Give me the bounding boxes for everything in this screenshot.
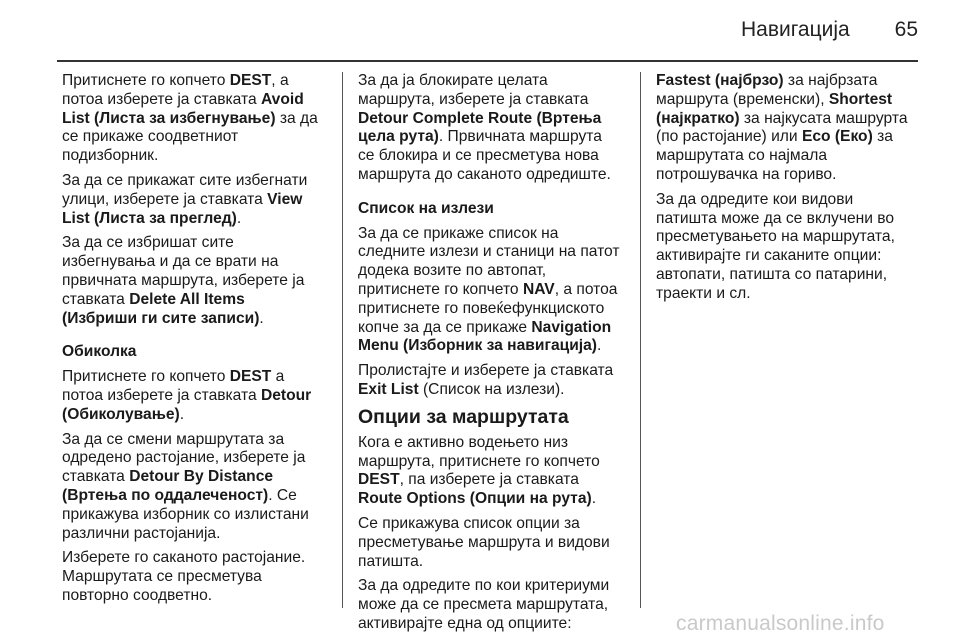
paragraph: Пролистајте и изберете ја ставката Exit List (Список на излези).	[358, 362, 614, 398]
paragraph: Се прикажува список опции за пресметување маршрута и видови патишта.	[358, 514, 610, 570]
page-title: Навигација	[741, 18, 850, 41]
paragraph: За да се прикаже список на следните излези и станици на патот додека возите по автопат, притиснете го копчето NAV, а потоа притиснете го повеќефункциското копче за да се прикаже Navigation Menu (Изборник за навигација).	[358, 224, 620, 355]
subheading-detour: Обиколка	[62, 343, 137, 361]
column-3	[656, 72, 918, 310]
subheading-exit-list: Список на излези	[358, 199, 494, 217]
watermark: carmanualsonline.info	[676, 612, 885, 635]
header-divider	[57, 60, 918, 62]
paragraph: За да одредите кои видови патишта може да се вклучени во пресметувањето на маршрутата, активирајте ги саканите опции: автопати, патишта со патарини, траекти и сл.	[656, 190, 895, 302]
paragraph: За да ја блокирате целата маршрута, изберете ја ставката Detour Complete Route (Вртења цела рута). Првичната маршрута се блокира и се пресметува нова маршрута до саканото одредиште.	[358, 72, 611, 183]
paragraph: За да одредите по кои критериуми може да се пресмета маршрутата, активирајте една од опциите:	[358, 577, 610, 632]
paragraph: Изберете го саканото растојание. Маршрутата се пресметува повторно соодветно.	[62, 549, 306, 604]
paragraph: Fastest (најбрзо) за најбрзата маршрута (временски), Shortest (најкратко) за најкусата машрурта (по растојание) или Eco (Еко) за маршрутата со најмала потрошувачка на гориво.	[656, 72, 908, 183]
paragraph: Притиснете го копчето DEST а потоа изберете ја ставката Detour (Обиколување).	[62, 368, 312, 423]
column-divider	[342, 72, 343, 608]
paragraph: За да се смени маршрутата за одредено растојание, изберете ја ставката Detour By Distance (Вртења по оддалеченост). Се прикажува изборник со излистани различни растојанија.	[62, 430, 309, 542]
paragraph: За да се избришат сите избегнувања и да се врати на првичната маршрута, изберете ја ставката Delete All Items (Избриши ги сите записи).	[62, 234, 305, 327]
paragraph: Кога е активно водењето низ маршрута, притиснете го копчето DEST, па изберете ја ставката Route Options (Опции на рута).	[358, 433, 600, 508]
column-1	[62, 72, 324, 612]
section-heading-route-options: Опции за маршрутата	[358, 405, 569, 428]
paragraph: За да се прикажат сите избегнати улици, изберете ја ставката View List (Листа за преглед).	[62, 171, 308, 227]
paragraph: Притиснете го копчето DEST, а потоа изберете ја ставката Avoid List (Листа за избегнување) за да се прикаже соодветниот подизборник.	[62, 72, 318, 165]
column-2	[358, 72, 620, 640]
page-number: 65	[894, 18, 918, 41]
column-divider	[640, 72, 641, 608]
